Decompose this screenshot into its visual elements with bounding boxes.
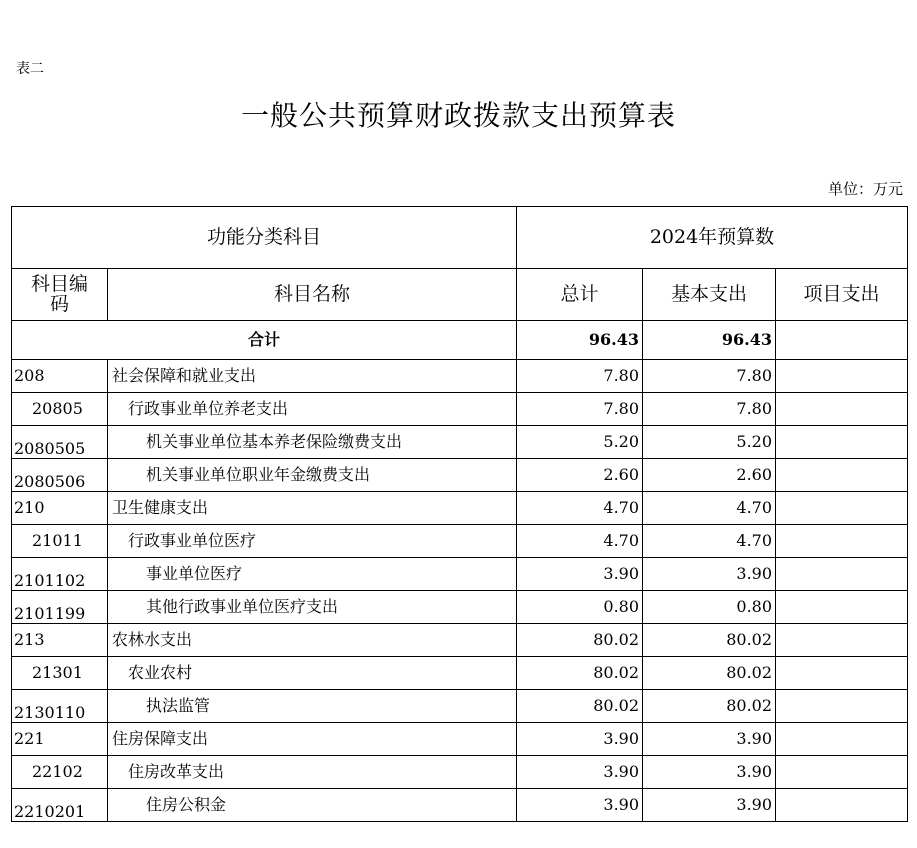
project-value bbox=[776, 624, 908, 657]
subject-code: 221 bbox=[12, 723, 108, 756]
table-row bbox=[12, 756, 908, 789]
basic-value: 80.02 bbox=[643, 624, 776, 657]
subject-name: 农业农村 bbox=[108, 657, 517, 690]
subject-code: 2130110 bbox=[12, 690, 108, 723]
subject-name: 卫生健康支出 bbox=[108, 492, 517, 525]
table-row bbox=[12, 393, 908, 426]
subject-name: 社会保障和就业支出 bbox=[108, 360, 517, 393]
basic-value: 80.02 bbox=[643, 690, 776, 723]
subject-code: 213 bbox=[12, 624, 108, 657]
subject-name: 执法监管 bbox=[108, 690, 517, 723]
total-value: 7.80 bbox=[517, 393, 643, 426]
table-row bbox=[12, 690, 908, 723]
basic-value: 3.90 bbox=[643, 558, 776, 591]
table-row bbox=[12, 723, 908, 756]
project-value bbox=[776, 492, 908, 525]
total-value: 4.70 bbox=[517, 492, 643, 525]
total-value: 5.20 bbox=[517, 426, 643, 459]
code-header-text: 科目编码 bbox=[30, 272, 88, 315]
table-row bbox=[12, 657, 908, 690]
summary-total: 96.43 bbox=[517, 321, 643, 360]
subject-code: 208 bbox=[12, 360, 108, 393]
total-value: 80.02 bbox=[517, 690, 643, 723]
basic-value: 80.02 bbox=[643, 657, 776, 690]
basic-value: 3.90 bbox=[643, 789, 776, 822]
subject-name: 其他行政事业单位医疗支出 bbox=[108, 591, 517, 624]
total-value: 3.90 bbox=[517, 558, 643, 591]
summary-project bbox=[776, 321, 908, 360]
subject-name: 事业单位医疗 bbox=[108, 558, 517, 591]
basic-header: 基本支出 bbox=[643, 269, 776, 321]
subject-name: 行政事业单位医疗 bbox=[108, 525, 517, 558]
header-row-2 bbox=[12, 269, 908, 321]
total-value: 3.90 bbox=[517, 789, 643, 822]
total-value: 80.02 bbox=[517, 624, 643, 657]
subject-name: 农林水支出 bbox=[108, 624, 517, 657]
subject-code: 2210201 bbox=[12, 789, 108, 822]
subject-name: 住房公积金 bbox=[108, 789, 517, 822]
table-row bbox=[12, 525, 908, 558]
table-row bbox=[12, 789, 908, 822]
table-row bbox=[12, 360, 908, 393]
table-row bbox=[12, 624, 908, 657]
total-value: 3.90 bbox=[517, 723, 643, 756]
name-header: 科目名称 bbox=[108, 269, 517, 321]
subject-code: 2080505 bbox=[12, 426, 108, 459]
subject-code: 20805 bbox=[12, 393, 108, 426]
summary-label: 合计 bbox=[12, 321, 517, 360]
total-value: 4.70 bbox=[517, 525, 643, 558]
project-value bbox=[776, 723, 908, 756]
page-title: 一般公共预算财政拨款支出预算表 bbox=[240, 99, 676, 132]
subject-code: 2080506 bbox=[12, 459, 108, 492]
total-header: 总计 bbox=[517, 269, 643, 321]
project-value bbox=[776, 360, 908, 393]
subject-name: 行政事业单位养老支出 bbox=[108, 393, 517, 426]
subject-code: 2101199 bbox=[12, 591, 108, 624]
subject-name: 住房保障支出 bbox=[108, 723, 517, 756]
func-class-header: 功能分类科目 bbox=[12, 207, 517, 269]
project-value bbox=[776, 690, 908, 723]
basic-value: 7.80 bbox=[643, 360, 776, 393]
table-row bbox=[12, 426, 908, 459]
budget-year-header: 2024年预算数 bbox=[517, 207, 908, 269]
unit-label: 单位：万元 bbox=[827, 180, 903, 198]
project-value bbox=[776, 393, 908, 426]
summary-row bbox=[12, 321, 908, 360]
table-row bbox=[12, 492, 908, 525]
total-value: 7.80 bbox=[517, 360, 643, 393]
total-value: 2.60 bbox=[517, 459, 643, 492]
code-header bbox=[12, 269, 108, 321]
table-row bbox=[12, 459, 908, 492]
total-value: 3.90 bbox=[517, 756, 643, 789]
project-value bbox=[776, 525, 908, 558]
basic-value: 7.80 bbox=[643, 393, 776, 426]
summary-basic: 96.43 bbox=[643, 321, 776, 360]
project-value bbox=[776, 789, 908, 822]
project-value bbox=[776, 459, 908, 492]
subject-name: 住房改革支出 bbox=[108, 756, 517, 789]
subject-code: 2101102 bbox=[12, 558, 108, 591]
total-value: 0.80 bbox=[517, 591, 643, 624]
subject-code: 22102 bbox=[12, 756, 108, 789]
project-value bbox=[776, 756, 908, 789]
project-value bbox=[776, 657, 908, 690]
subject-code: 21011 bbox=[12, 525, 108, 558]
project-value bbox=[776, 591, 908, 624]
basic-value: 3.90 bbox=[643, 756, 776, 789]
basic-value: 4.70 bbox=[643, 492, 776, 525]
basic-value: 3.90 bbox=[643, 723, 776, 756]
subject-name: 机关事业单位基本养老保险缴费支出 bbox=[108, 426, 517, 459]
header-row-1 bbox=[12, 207, 908, 269]
project-value bbox=[776, 558, 908, 591]
basic-value: 4.70 bbox=[643, 525, 776, 558]
basic-value: 0.80 bbox=[643, 591, 776, 624]
total-value: 80.02 bbox=[517, 657, 643, 690]
basic-value: 5.20 bbox=[643, 426, 776, 459]
project-value bbox=[776, 426, 908, 459]
subject-code: 210 bbox=[12, 492, 108, 525]
table-number-label: 表二 bbox=[16, 61, 44, 77]
budget-table bbox=[11, 206, 908, 822]
project-header: 项目支出 bbox=[776, 269, 908, 321]
table-row bbox=[12, 591, 908, 624]
subject-name: 机关事业单位职业年金缴费支出 bbox=[108, 459, 517, 492]
table-row bbox=[12, 558, 908, 591]
subject-code: 21301 bbox=[12, 657, 108, 690]
basic-value: 2.60 bbox=[643, 459, 776, 492]
